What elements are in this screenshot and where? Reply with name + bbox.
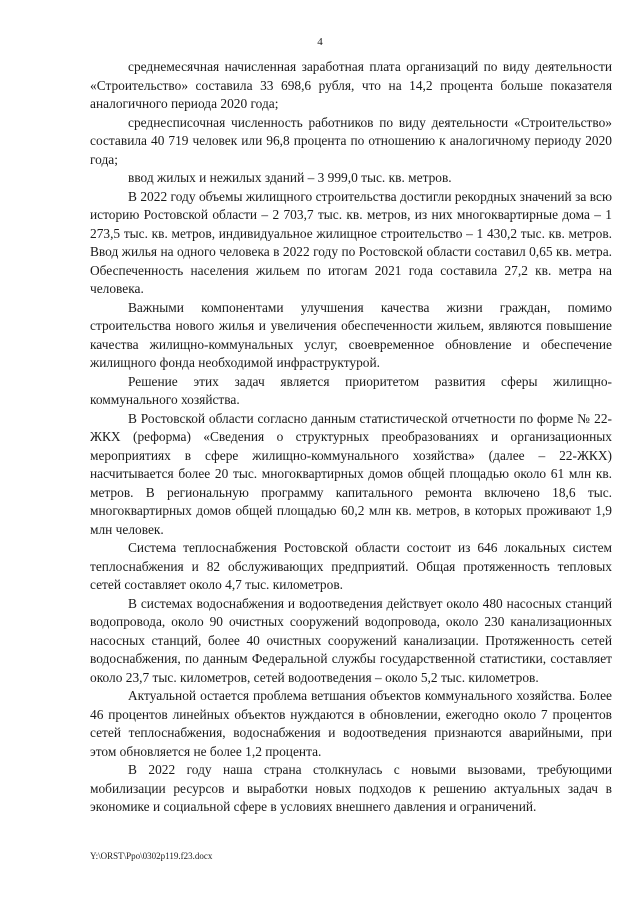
paragraph-quality-of-life: Важными компонентами улучшения качества жизни граждан, помимо строительства нового жилья и увеличения обеспеченности жильем, являются повышение качества жилищно-коммунальных услуг, своевременное обновление и обеспечение жилищного фонда необходимой инфраструктурой.	[90, 299, 612, 370]
document-body	[90, 58, 612, 817]
paragraph-housing-2022: В 2022 году объемы жилищного строительства достигли рекордных значений за всю историю Ростовской области – 2 703,7 тыс. кв. метров, из них многоквартирные дома – 1 273,5 тыс. кв. метров, индивидуальное жилищное строительство – 1 430,2 тыс. кв. метров. Ввод жилья на одного человека в 2022 году по Ростовской области составил 0,65 кв. метра. Обеспеченность населения жильем по итогам 2021 года составила 27,2 кв. метра на человека.	[90, 188, 612, 296]
paragraph-water-supply: В системах водоснабжения и водоотведения действует около 480 насосных станций водопровода, около 90 очистных сооружений водопровода, около 230 канализационных насосных станций, более 40 очистных сооружений канализации. Протяженность сетей водоснабжения, по данным Федеральной службы государственной статистики, составляет около 23,7 тыс. километров, сетей водоотведения – около 5,2 тыс. километров.	[90, 595, 612, 685]
paragraph-statistics-22-zhkh: В Ростовской области согласно данным статистической отчетности по форме № 22-ЖКХ (реформа) «Сведения о структурных преобразованиях и организационных мероприятиях в сфере жилищно-коммунального хозяйства» (далее – 22-ЖКХ) насчитывается более 20 тыс. многоквартирных домов общей площадью около 61 млн кв. метров. В региональную программу капитального ремонта включено 18,6 тыс. многоквартирных домов общей площадью 60,2 млн кв. метров, в которых проживают 1,9 млн человек.	[90, 410, 612, 537]
paragraph-deterioration: Актуальной остается проблема ветшания объектов коммунального хозяйства. Более 46 процентов линейных объектов нуждаются в обновлении, ежегодно около 7 процентов сетей теплоснабжения, водоснабжения и водоотведения признаются аварийными, при этом обновляется не более 1,2 процента.	[90, 688, 612, 759]
paragraph-headcount: среднесписочная численность работников по виду деятельности «Строительство» составила 40 719 человек или 96,8 процента по отношению к аналогичному периоду 2020 года;	[90, 114, 612, 167]
paragraph-heat-supply: Система теплоснабжения Ростовской области состоит из 646 локальных систем теплоснабжения и 82 обслуживающих предприятий. Общая протяженность тепловых сетей составляет около 4,7 тыс. километров.	[90, 540, 612, 592]
paragraph-priority: Решение этих задач является приоритетом развития сферы жилищно-коммунального хозяйства.	[90, 373, 612, 407]
footer-file-path: Y:\ORST\Ppo\0302p119.f23.docx	[90, 851, 213, 861]
paragraph-salary: среднемесячная начисленная заработная плата организаций по виду деятельности «Строительство» составила 33 698,6 рубля, что на 14,2 процента больше показателя аналогичного периода 2020 года;	[90, 59, 612, 111]
page-number: 4	[317, 36, 323, 48]
paragraph-buildings-input: ввод жилых и нежилых зданий – 3 999,0 тыс. кв. метров.	[128, 170, 452, 185]
paragraph-new-challenges: В 2022 году наша страна столкнулась с новыми вызовами, требующими мобилизации ресурсов и выработки новых подходов к решению актуальных задач в экономике и социальной сфере в условиях внешнего давления и ограничений.	[90, 762, 612, 814]
